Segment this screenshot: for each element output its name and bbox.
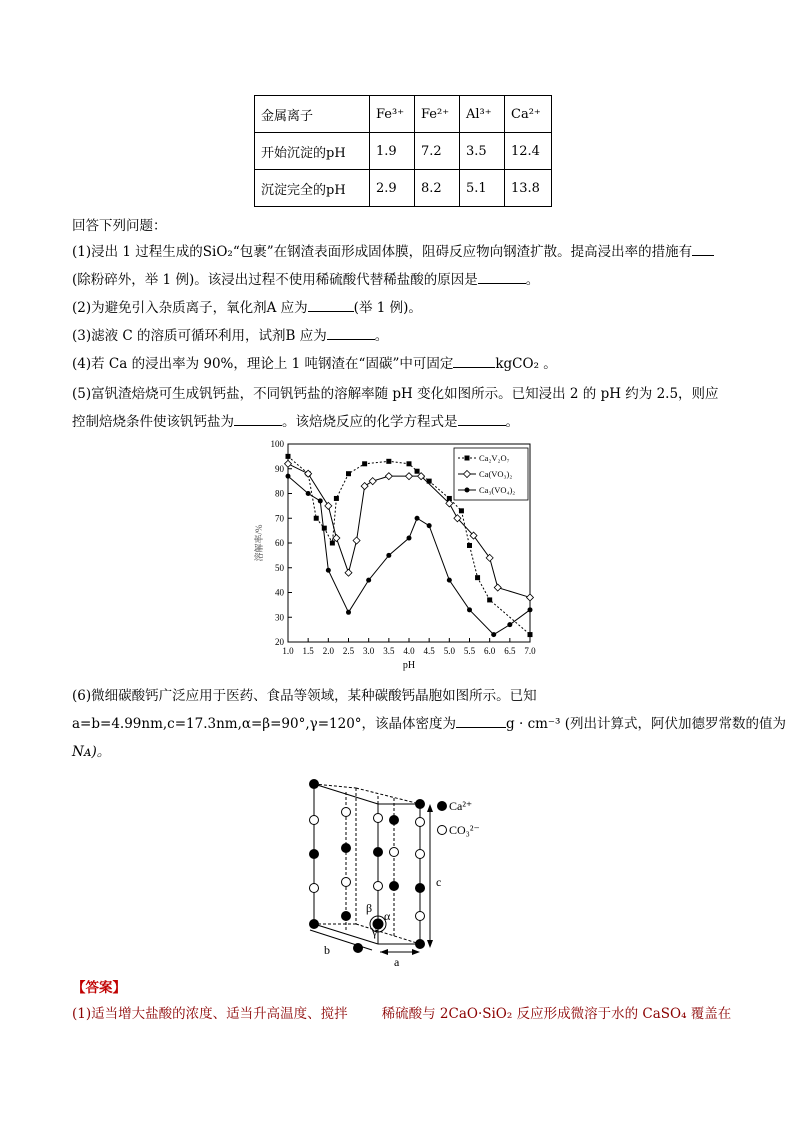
legend-marker: [465, 456, 470, 461]
ca-ion: [416, 884, 425, 893]
ca-ion: [342, 844, 351, 853]
data-point-1: [527, 594, 534, 601]
x-tick-label: 1.5: [302, 646, 314, 656]
data-point-1: [345, 569, 352, 576]
data-point-2: [318, 498, 323, 503]
y-axis-label: 溶解率/%: [254, 524, 264, 562]
answer-blank[interactable]: [458, 413, 506, 426]
punct: (举 1 例)。: [353, 300, 422, 316]
label-a: a: [394, 955, 400, 969]
question-1-text-2: (除粉碎外，举 1 例)。该浸出过程不使用稀硫酸代替稀盐酸的原因是: [72, 272, 478, 288]
cell-edge: [356, 924, 420, 944]
data-point-1: [353, 537, 360, 544]
co3-ion: [374, 882, 383, 891]
x-axis-label: pH: [402, 660, 416, 671]
legend-ca-label: Ca²⁺: [449, 799, 473, 813]
data-point-1: [385, 473, 392, 480]
arrow-head: [427, 940, 433, 948]
co3-ion: [416, 912, 425, 921]
punct: 。: [505, 414, 519, 430]
data-point-2: [528, 607, 533, 612]
data-point-1: [361, 483, 368, 490]
question-6: [72, 686, 537, 706]
legend-co3-label: CO₃²⁻: [449, 823, 480, 837]
co3-ion: [342, 878, 351, 887]
x-tick-label: 4.5: [423, 646, 435, 656]
data-point-2: [415, 516, 420, 521]
table-row: [255, 133, 552, 170]
legend-label: Ca(VO₃)₂: [479, 469, 513, 479]
question-5-text: (5)富钒渣焙烧可生成钒钙盐，不同钒钙盐的溶解率随 pH 变化如图所示。已知浸出 2 的 pH 约为 2.5，则应: [72, 386, 719, 402]
data-point-1: [369, 478, 376, 485]
x-tick-label: 5.5: [463, 646, 476, 656]
data-point-2: [407, 536, 412, 541]
table-cell: 1.9: [370, 133, 415, 170]
table-cell: 2.9: [370, 170, 415, 207]
y-tick-label: 50: [275, 562, 284, 573]
x-tick-label: 3.5: [383, 646, 395, 656]
arrow-head: [380, 949, 388, 955]
data-point-2: [366, 578, 371, 583]
data-point-0: [528, 632, 533, 637]
answer-blank[interactable]: [234, 413, 282, 426]
ca-ion: [390, 882, 399, 891]
question-1-text: (1)浸出 1 过程生成的SiO₂“包裹”在钢渣表面形成固体膜，阻碍反应物向钢渣扩散。提高浸出率的措施有: [72, 244, 693, 260]
x-tick-label: 5.0: [443, 646, 455, 656]
question-5-cont: [72, 412, 519, 432]
data-point-1: [494, 584, 501, 591]
question-3-text: (3)滤液 C 的溶质可循环利用，试剂B 应为: [72, 328, 327, 344]
table-header-cell: Al³⁺: [460, 96, 505, 133]
co3-ion: [310, 884, 319, 893]
data-point-2: [447, 578, 452, 583]
y-tick-label: 20: [275, 637, 284, 647]
answer-blank[interactable]: [453, 355, 495, 368]
data-point-1: [325, 502, 332, 509]
table-header-cell: Ca²⁺: [505, 96, 552, 133]
legend-label: Ca₂V₂O₇: [479, 453, 510, 463]
co3-ion: [416, 850, 425, 859]
question-6-text-3: Nᴀ)。: [72, 744, 111, 760]
y-tick-label: 80: [275, 488, 284, 499]
data-point-2: [467, 607, 472, 612]
ca-ion: [342, 912, 351, 921]
data-point-0: [314, 516, 319, 521]
x-tick-label: 6.0: [484, 646, 496, 656]
x-tick-label: 7.0: [524, 646, 536, 656]
data-point-0: [322, 526, 327, 531]
punct: 。: [525, 272, 540, 288]
answer-blank[interactable]: [327, 327, 375, 340]
table-cell: 12.4: [505, 133, 552, 170]
question-1: [72, 242, 714, 262]
data-point-2: [306, 491, 311, 496]
answer-blank[interactable]: [456, 715, 506, 728]
legend-ca-marker: [438, 802, 447, 811]
cell-edge: [356, 788, 420, 804]
data-point-0: [346, 471, 351, 476]
data-point-0: [334, 496, 339, 501]
x-tick-label: 4.0: [403, 646, 415, 656]
ph-table: [254, 95, 552, 207]
ca-ion: [416, 800, 425, 809]
data-point-2: [427, 523, 432, 528]
table-cell: 13.8: [505, 170, 552, 207]
intro-text: 回答下列问题：: [72, 218, 167, 234]
question-2: [72, 298, 422, 318]
label-c: c: [436, 875, 442, 889]
table-cell: 8.2: [415, 170, 460, 207]
co3-ion: [416, 818, 425, 827]
y-tick-label: 70: [275, 513, 284, 524]
answer-1: [72, 1004, 731, 1024]
ca-ion: [390, 816, 399, 825]
answer-heading: 【答案】: [72, 980, 126, 996]
answer-1-text: (1)适当增大盐酸的浓度、适当升高温度、搅拌: [72, 1006, 348, 1022]
punct: 。: [374, 328, 389, 344]
answer-blank[interactable]: [478, 271, 526, 284]
question-6-unit: g · cm⁻³ (列出计算式，阿伏加德罗常数的值为: [506, 716, 787, 732]
y-tick-label: 60: [275, 538, 284, 548]
data-point-2: [286, 474, 291, 479]
ca-ion: [354, 944, 363, 953]
question-2-text: (2)为避免引入杂质离子，氧化剂A 应为: [72, 300, 308, 316]
legend-marker: [465, 488, 470, 493]
legend-co3-marker: [438, 826, 447, 835]
data-point-2: [326, 568, 331, 573]
data-point-2: [346, 610, 351, 615]
data-point-1: [486, 554, 493, 561]
data-point-0: [487, 597, 492, 602]
ca-ion: [310, 920, 319, 929]
question-6-cont: [72, 714, 786, 734]
table-cell: 沉淀完全的pH: [255, 170, 370, 207]
data-point-2: [386, 553, 391, 558]
data-point-2: [491, 632, 496, 637]
table-cell: 3.5: [460, 133, 505, 170]
table-header-row: [255, 96, 552, 133]
data-point-0: [475, 575, 480, 580]
answer-blank[interactable]: [308, 299, 354, 312]
ca-ion: [310, 780, 319, 789]
data-point-0: [362, 461, 367, 466]
question-5-text-2: 控制焙烧条件使该钒钙盐为: [72, 414, 234, 430]
legend-label: Ca₃(VO₄)₂: [479, 485, 516, 495]
question-3: [72, 326, 388, 346]
punct: kgCO₂ 。: [495, 356, 557, 372]
y-tick-label: 40: [275, 587, 284, 598]
arrow-head: [427, 804, 433, 812]
question-5-text-3: 。该焙烧反应的化学方程式是: [282, 414, 458, 430]
question-4: [72, 354, 557, 374]
x-tick-label: 2.5: [342, 646, 355, 656]
data-point-0: [386, 459, 391, 464]
table-cell: 开始沉淀的pH: [255, 133, 370, 170]
data-point-0: [459, 508, 464, 513]
x-tick-label: 6.5: [504, 646, 516, 656]
ca-ion: [374, 848, 383, 857]
answer-1-text-2: 稀硫酸与 2CaO·SiO₂ 反应形成微溶于水的 CaSO₄ 覆盖在: [381, 1006, 732, 1022]
label-b: b: [324, 943, 330, 957]
table-header-cell: 金属离子: [255, 96, 370, 133]
y-tick-label: 30: [275, 612, 284, 623]
co3-ion: [374, 814, 383, 823]
question-1-cont: [72, 270, 539, 290]
data-point-0: [286, 454, 291, 459]
co3-ion: [310, 816, 319, 825]
table-header-cell: Fe²⁺: [415, 96, 460, 133]
label-beta: β: [366, 901, 373, 915]
arrow-head: [412, 949, 420, 955]
solubility-chart: [250, 436, 550, 681]
co3-ion: [342, 808, 351, 817]
ca-ion: [416, 940, 425, 949]
data-point-0: [407, 461, 412, 466]
question-5: [72, 384, 719, 404]
data-point-2: [507, 622, 512, 627]
table-header-cell: Fe³⁺: [370, 96, 415, 133]
question-6-text: (6)微细碳酸钙广泛应用于医药、食品等领域，某种碳酸钙晶胞如图所示。已知: [72, 688, 537, 704]
label-gamma: γ: [372, 925, 378, 939]
x-tick-label: 1.0: [282, 646, 294, 656]
question-6-text-2: a=b=4.99nm,c=17.3nm,α=β=90°,γ=120°，该晶体密度为: [72, 716, 457, 732]
table-row: [255, 170, 552, 207]
data-point-0: [415, 469, 420, 474]
x-tick-label: 3.0: [363, 646, 375, 656]
y-tick-label: 90: [275, 463, 284, 474]
data-point-0: [330, 541, 335, 546]
question-6-cont-2: [72, 742, 110, 762]
crystal-cell-diagram: [296, 778, 516, 970]
data-point-1: [406, 473, 413, 480]
co3-ion: [390, 848, 399, 857]
x-tick-label: 2.0: [322, 646, 334, 656]
question-4-text: (4)若 Ca 的浸出率为 90%，理论上 1 吨钢渣在“固碳”中可固定: [72, 356, 454, 372]
y-tick-label: 100: [270, 439, 284, 449]
label-alpha: α: [384, 909, 391, 923]
answer-blank[interactable]: [692, 243, 714, 256]
table-cell: 5.1: [460, 170, 505, 207]
ca-ion: [310, 850, 319, 859]
data-point-0: [467, 543, 472, 548]
table-cell: 7.2: [415, 133, 460, 170]
data-point-1: [285, 460, 292, 467]
